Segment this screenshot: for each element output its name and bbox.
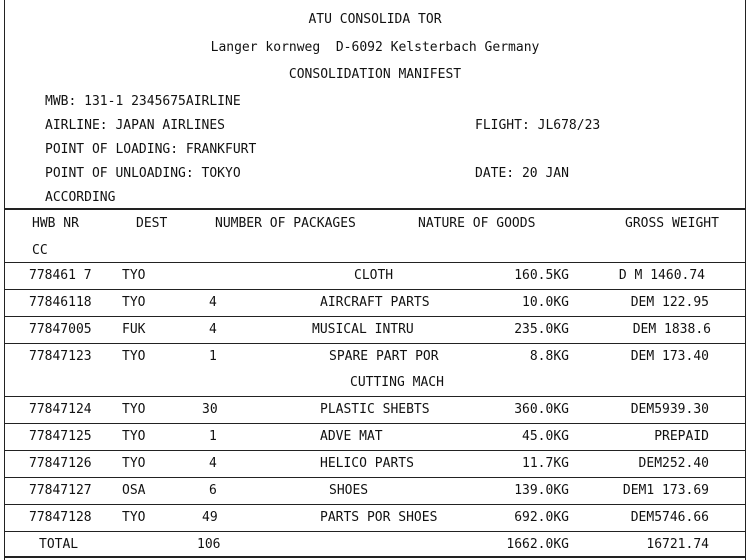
- company-address: Langer kornweg D-6092 Kelsterbach Germany: [210, 40, 540, 55]
- weight-kg-cell: 139.0KG: [514, 483, 569, 498]
- packages-cell: 49: [202, 510, 218, 525]
- dest-cell: TYO: [122, 268, 146, 283]
- packages-cell: 4: [209, 322, 217, 337]
- total-weight-kg: 1662.0KG: [506, 537, 569, 552]
- nature-cell: MUSICAL INTRU: [312, 322, 414, 337]
- column-header-dest: DEST: [136, 216, 168, 231]
- hwb-cell: 77847005: [29, 322, 92, 337]
- dest-cell: TYO: [122, 510, 146, 525]
- packages-cell: 1: [209, 349, 217, 364]
- hwb-cell: 77847123: [29, 349, 92, 364]
- nature-cell: SHOES: [329, 483, 369, 498]
- dest-cell: OSA: [122, 483, 146, 498]
- column-header-hwb: HWB NR: [32, 216, 79, 231]
- table-row: [4, 263, 746, 289]
- nature-cell: HELICO PARTS: [320, 456, 414, 471]
- gross-weight-cell: D M 1460.74: [618, 268, 705, 283]
- total-row: [4, 532, 746, 558]
- total-packages: 106: [197, 537, 221, 552]
- dest-cell: FUK: [122, 322, 146, 337]
- dest-cell: TYO: [122, 429, 146, 444]
- mawb-number: MWB: 131-1 2345675AIRLINE: [45, 94, 241, 109]
- table-row: [4, 397, 746, 423]
- table-row: [4, 290, 746, 316]
- column-header-cc: CC: [32, 243, 48, 258]
- nature-cell: SPARE PART POR: [329, 349, 439, 364]
- packages-cell: 6: [209, 483, 217, 498]
- nature-cell: CLOTH: [354, 268, 394, 283]
- hwb-cell: 77847126: [29, 456, 92, 471]
- gross-weight-cell: DEM5746.66: [630, 510, 709, 525]
- weight-kg-cell: 235.0KG: [514, 322, 569, 337]
- airline-name: AIRLINE: JAPAN AIRLINES: [45, 118, 226, 133]
- hwb-cell: 778461 7: [29, 268, 92, 283]
- weight-kg-cell: 45.0KG: [522, 429, 569, 444]
- hwb-cell: 77847124: [29, 402, 92, 417]
- manifest-date: DATE: 20 JAN: [475, 166, 569, 181]
- table-row: [4, 424, 746, 450]
- gross-weight-cell: DEM 1838.6: [632, 322, 711, 337]
- nature-cell: ADVE MAT: [320, 429, 383, 444]
- column-header-nature: NATURE OF GOODS: [418, 216, 536, 231]
- flight-number: FLIGHT: JL678/23: [475, 118, 601, 133]
- according-label: ACCORDING: [45, 190, 116, 205]
- hwb-cell: 77846118: [29, 295, 92, 310]
- table-row: [4, 451, 746, 477]
- weight-kg-cell: 160.5KG: [514, 268, 569, 283]
- hwb-cell: 77847125: [29, 429, 92, 444]
- table-row: [4, 344, 746, 370]
- gross-weight-cell: DEM 173.40: [630, 349, 709, 364]
- gross-weight-cell: DEM1 173.69: [622, 483, 709, 498]
- weight-kg-cell: 11.7KG: [522, 456, 569, 471]
- gross-weight-cell: DEM5939.30: [630, 402, 709, 417]
- column-header-gross-weight: GROSS WEIGHT: [625, 216, 719, 231]
- weight-kg-cell: 360.0KG: [514, 402, 569, 417]
- packages-cell: 1: [209, 429, 217, 444]
- footer-divider: [4, 556, 746, 558]
- company-name: ATU CONSOLIDA TOR: [308, 12, 442, 27]
- total-label: TOTAL: [39, 537, 79, 552]
- gross-weight-cell: PREPAID: [654, 429, 709, 444]
- weight-kg-cell: 8.8KG: [529, 349, 569, 364]
- weight-kg-cell: 10.0KG: [522, 295, 569, 310]
- nature-cell: PLASTIC SHEBTS: [320, 402, 430, 417]
- document-title: CONSOLIDATION MANIFEST: [288, 67, 462, 82]
- weight-kg-cell: 692.0KG: [514, 510, 569, 525]
- gross-weight-cell: DEM 122.95: [630, 295, 709, 310]
- dest-cell: TYO: [122, 402, 146, 417]
- nature-cell: PARTS POR SHOES: [320, 510, 438, 525]
- table-row: [4, 478, 746, 504]
- header-divider: [4, 208, 746, 210]
- table-row-continuation: [4, 370, 746, 396]
- packages-cell: 30: [202, 402, 218, 417]
- dest-cell: TYO: [122, 456, 146, 471]
- gross-weight-cell: DEM252.40: [638, 456, 709, 471]
- point-of-loading: POINT OF LOADING: FRANKFURT: [45, 142, 257, 157]
- nature-cell: CUTTING MACH: [350, 375, 444, 390]
- hwb-cell: 77847128: [29, 510, 92, 525]
- dest-cell: TYO: [122, 295, 146, 310]
- column-header-packages: NUMBER OF PACKAGES: [215, 216, 356, 231]
- nature-cell: AIRCRAFT PARTS: [320, 295, 430, 310]
- dest-cell: TYO: [122, 349, 146, 364]
- table-row: [4, 317, 746, 343]
- point-of-unloading: POINT OF UNLOADING: TOKYO: [45, 166, 241, 181]
- packages-cell: 4: [209, 295, 217, 310]
- total-gross-weight: 16721.74: [646, 537, 709, 552]
- table-row: [4, 505, 746, 531]
- hwb-cell: 77847127: [29, 483, 92, 498]
- packages-cell: 4: [209, 456, 217, 471]
